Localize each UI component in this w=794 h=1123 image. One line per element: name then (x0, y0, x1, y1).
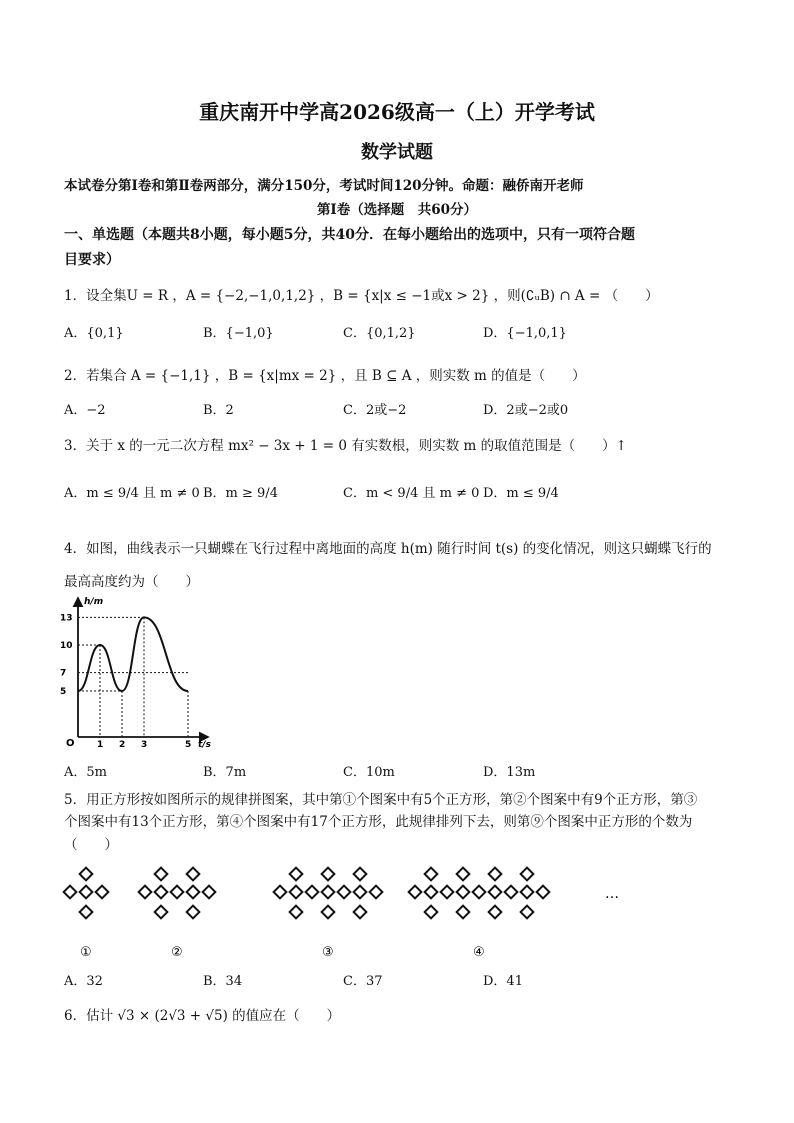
q3-option-d: D．m ≤ 9/4 (483, 486, 559, 501)
pattern-square (370, 886, 383, 899)
pattern-square (322, 868, 335, 881)
pattern-label: ③ (322, 945, 334, 960)
y-tick-label: 10 (60, 641, 73, 651)
pattern-square (80, 886, 93, 899)
q5-option-a: A．32 (64, 974, 103, 989)
exam-subtitle: 数学试题 (361, 142, 433, 163)
pattern-square (441, 886, 454, 899)
x-tick-label: 3 (141, 740, 148, 750)
q2-option-c: C．2或−2 (343, 403, 407, 418)
q4-option-d: D．13m (483, 765, 536, 780)
pattern-square (290, 906, 303, 919)
q4-option-b: B．7m (203, 765, 247, 780)
pattern-square (290, 868, 303, 881)
y-tick-label: 7 (60, 668, 67, 679)
pattern-square (322, 906, 335, 919)
q3-stem: 3．关于 x 的一元二次方程 mx² − 3x + 1 = 0 有实数根，则实数 m 的取值范围是（ ）↑ (64, 438, 627, 454)
q3-option-b: B．m ≥ 9/4 (203, 486, 278, 501)
q5-option-d: D．41 (483, 974, 523, 989)
section1-heading-line1: 一、单选题（本题共8小题，每小题5分，共40分．在每小题给出的选项中，只有一项符合题 (64, 227, 635, 243)
pattern-square (96, 886, 109, 899)
pattern-square (274, 886, 287, 899)
pattern-square (537, 886, 550, 899)
pattern-square (505, 886, 518, 899)
pattern-square (457, 868, 470, 881)
q4-option-a: A．5m (64, 765, 107, 780)
origin-label: O (66, 738, 75, 749)
pattern-square (187, 886, 200, 899)
pattern-square (354, 906, 367, 919)
pattern-square (489, 868, 502, 881)
pattern-square (80, 868, 93, 881)
pattern-square (155, 868, 168, 881)
pattern-square (521, 906, 534, 919)
pattern-square (354, 868, 367, 881)
x-tick-label: 2 (119, 740, 126, 750)
q2-option-a: A．−2 (64, 403, 106, 418)
pattern-square (139, 886, 152, 899)
section1-heading-line2: 目要求） (64, 252, 120, 268)
pattern-square (322, 886, 335, 899)
pattern-square (203, 886, 216, 899)
pattern-label: ① (80, 945, 92, 960)
y-axis-label: h/m (84, 597, 104, 607)
pattern-square (80, 906, 93, 919)
q4-stem-line2: 最高高度约为（ ） (64, 574, 199, 590)
x-tick-label: 1 (97, 740, 104, 750)
part1-heading: 第Ⅰ卷（选择题 共60分） (316, 202, 478, 218)
q1-option-a: A．{0,1} (64, 326, 124, 341)
q2-option-b: B．2 (203, 403, 234, 418)
q1-option-b: B．{−1,0} (203, 326, 274, 341)
q3-option-c: C．m < 9/4 且 m ≠ 0 (343, 486, 480, 501)
exam-intro: 本试卷分第Ⅰ卷和第Ⅱ卷两部分，满分150分，考试时间120分钟。命题：融侨南开老师 (64, 178, 584, 194)
pattern-square (338, 886, 351, 899)
pattern-square (64, 886, 77, 899)
pattern-ellipsis: … (605, 886, 619, 902)
q3-option-a: A．m ≤ 9/4 且 m ≠ 0 (64, 486, 200, 501)
pattern-square (155, 906, 168, 919)
pattern-square (457, 886, 470, 899)
pattern-square (489, 886, 502, 899)
pattern-square (457, 906, 470, 919)
q1-option-c: C．{0,1,2} (343, 326, 416, 341)
q1-option-d: D．{−1,0,1} (483, 326, 567, 341)
pattern-square (521, 886, 534, 899)
height-curve (78, 617, 188, 691)
q1-stem: 1．设全集U = R ，A = {−2,−1,0,1,2} ，B = {x|x ≤ −1或x > 2} ，则(∁ᵤB) ∩ A = （ ） (64, 288, 659, 304)
pattern-square (290, 886, 303, 899)
y-tick-label: 5 (60, 687, 67, 697)
q6-stem: 6．估计 √3 × (2√3 + √5) 的值应在（ ） (64, 1008, 341, 1024)
q5-option-c: C．37 (343, 974, 383, 989)
q5-stem-line3: （ ） (64, 837, 118, 853)
q5-stem-line1: 5．用正方形按如图所示的规律拼图案，其中第①个图案中有5个正方形，第②个图案中有9个正方形，第③ (64, 792, 698, 808)
pattern-square (425, 906, 438, 919)
pattern-square (171, 886, 184, 899)
pattern-square (425, 886, 438, 899)
pattern-square (425, 868, 438, 881)
exam-title: 重庆南开中学高2026级高一（上）开学考试 (199, 100, 595, 124)
q5-option-b: B．34 (203, 974, 243, 989)
square-pattern-figure (60, 860, 640, 970)
pattern-square (354, 886, 367, 899)
pattern-square (473, 886, 486, 899)
q4-stem-line1: 4．如图，曲线表示一只蝴蝶在飞行过程中离地面的高度 h(m) 随行时间 t(s) 的变化情况，则这只蝴蝶飞行的 (64, 541, 712, 557)
q5-stem-line2: 个图案中有13个正方形，第④个图案中有17个正方形，此规律排列下去，则第⑨个图案中正方形的个数为 (64, 814, 693, 830)
x-axis-label: t/s (198, 740, 211, 750)
y-tick-label: 13 (60, 613, 73, 624)
q2-option-d: D．2或−2或0 (483, 403, 569, 418)
pattern-square (187, 906, 200, 919)
q4-option-c: C．10m (343, 765, 395, 780)
x-tick-label: 5 (185, 740, 192, 750)
butterfly-height-graph (58, 592, 218, 752)
pattern-square (521, 868, 534, 881)
pattern-square (187, 868, 200, 881)
pattern-square (155, 886, 168, 899)
pattern-square (489, 906, 502, 919)
pattern-square (306, 886, 319, 899)
pattern-square (409, 886, 422, 899)
q2-stem: 2．若集合 A = {−1,1} ，B = {x|mx = 2} ，且 B ⊆ A ，则实数 m 的值是（ ） (64, 368, 586, 384)
pattern-label: ④ (473, 945, 485, 960)
pattern-label: ② (171, 945, 183, 960)
